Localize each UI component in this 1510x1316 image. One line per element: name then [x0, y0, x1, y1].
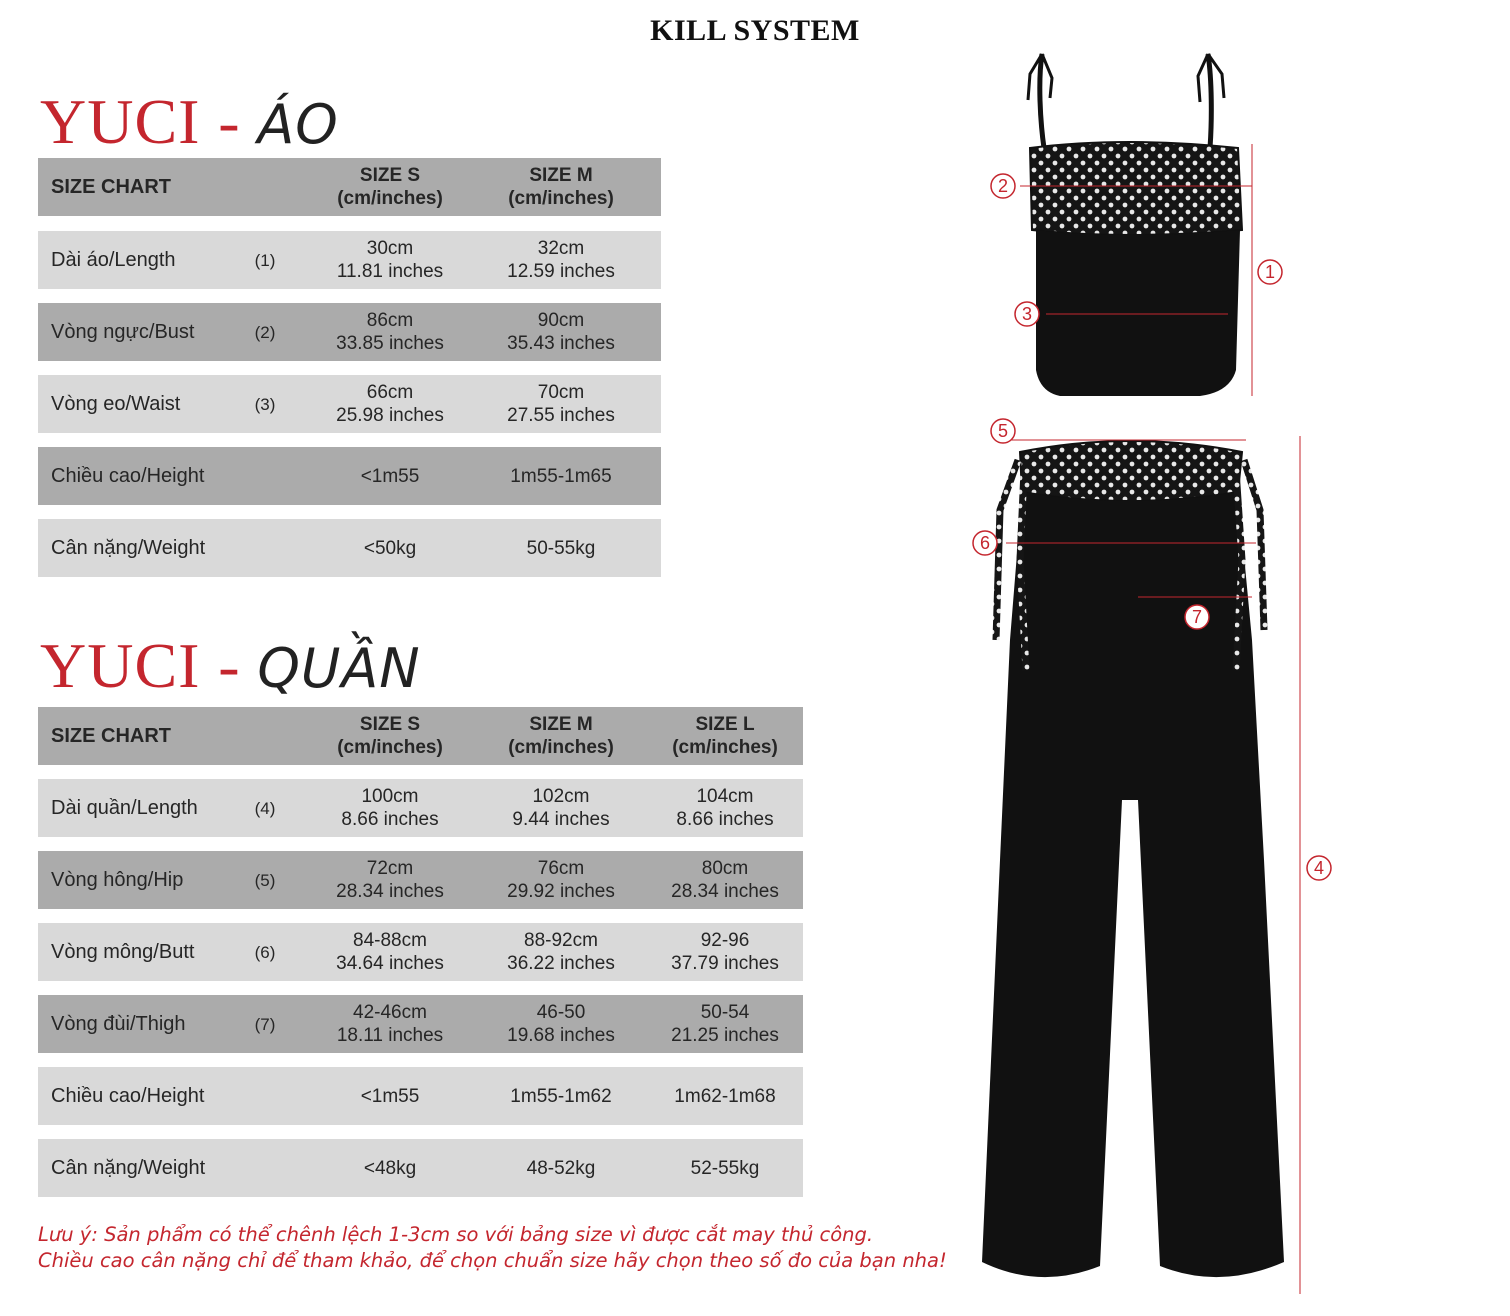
top-table-header	[38, 158, 661, 216]
cell-cm: 100cm	[361, 786, 419, 807]
cell-size-m	[484, 231, 638, 289]
cell-size-m	[484, 519, 638, 577]
marker-6-label: 6	[979, 533, 991, 553]
cell-cm: 30cm	[366, 238, 414, 259]
note-line-1: Lưu ý: Sản phẩm có thể chênh lệch 1-3cm so với bảng size vì được cắt may thủ công.	[38, 1223, 874, 1246]
marker-7-label: 7	[1191, 607, 1203, 627]
cell-value: 50-55kg	[526, 537, 596, 559]
cell-cm: 92-96	[700, 930, 750, 951]
row-label: Vòng eo/Waist	[51, 392, 181, 415]
cell-size-s	[314, 779, 466, 837]
cell-size-s	[314, 1067, 466, 1125]
cell-size-l	[648, 851, 802, 909]
marker-1-label: 1	[1264, 262, 1276, 282]
table-row	[38, 995, 803, 1053]
row-label: Chiều cao/Height	[51, 1084, 205, 1107]
cell-cm: 86cm	[366, 310, 414, 331]
cell-size-s	[314, 923, 466, 981]
row-marker: (4)	[254, 798, 276, 818]
cell-size-m	[484, 303, 638, 361]
cell-inches: 28.34 inches	[336, 881, 444, 902]
table-row	[38, 231, 661, 289]
cell-cm: 70cm	[537, 382, 585, 403]
table-row	[38, 1139, 803, 1197]
cell-size-l	[648, 1067, 802, 1125]
cell-cm: 46-50	[536, 1002, 586, 1023]
cell-cm: 88-92cm	[524, 930, 598, 951]
header-size-s-name: SIZE S	[359, 165, 421, 186]
header-size-s	[314, 158, 466, 216]
cell-cm: 32cm	[537, 238, 585, 259]
cell-inches: 33.85 inches	[336, 333, 444, 354]
cell-size-m	[484, 447, 638, 505]
row-marker: (2)	[254, 322, 276, 342]
cell-inches: 25.98 inches	[336, 405, 444, 426]
header-size-m-name: SIZE M	[529, 714, 593, 735]
pants-waistband-dotted	[1020, 441, 1242, 501]
table-row	[38, 923, 803, 981]
cell-inches: 19.68 inches	[507, 1025, 615, 1046]
cell-size-m	[484, 1067, 638, 1125]
cell-cm: 84-88cm	[353, 930, 427, 951]
bottom-table-header	[38, 707, 803, 765]
marker-4	[1307, 856, 1331, 880]
header-size-m	[484, 158, 638, 216]
top-garment	[1020, 54, 1252, 396]
marker-5-label: 5	[997, 421, 1009, 441]
row-label: Cân nặng/Weight	[51, 1156, 206, 1179]
cell-cm: 90cm	[537, 310, 585, 331]
garment-illustration	[960, 40, 1350, 1300]
cell-size-s	[314, 447, 466, 505]
cell-size-l	[648, 995, 802, 1053]
cell-inches: 9.44 inches	[512, 809, 610, 830]
table-row	[38, 779, 803, 837]
marker-2	[991, 174, 1015, 198]
cell-inches: 28.34 inches	[671, 881, 779, 902]
marker-3	[1015, 302, 1039, 326]
cell-value: 1m55-1m65	[510, 465, 612, 487]
cell-size-s	[314, 1139, 466, 1197]
top-body	[1036, 230, 1240, 396]
marker-5	[991, 419, 1015, 443]
top-section-title	[40, 86, 339, 160]
cell-cm: 72cm	[366, 858, 414, 879]
cell-size-m	[484, 995, 638, 1053]
marker-4-label: 4	[1313, 858, 1325, 878]
cell-inches: 35.43 inches	[507, 333, 615, 354]
cell-inches: 11.81 inches	[336, 261, 444, 282]
brand-name: KILL SYSTEM	[650, 14, 860, 47]
table-row	[38, 375, 661, 433]
table-row	[38, 1067, 803, 1125]
header-size-m-name: SIZE M	[529, 165, 593, 186]
cell-inches: 8.66 inches	[341, 809, 439, 830]
cell-inches: 29.92 inches	[507, 881, 615, 902]
marker-7	[1185, 605, 1209, 629]
right-strap	[1208, 54, 1211, 148]
bottom-section-title	[40, 630, 421, 704]
row-label: Dài áo/Length	[51, 248, 176, 271]
cell-size-m	[484, 375, 638, 433]
title-item: ÁO	[257, 93, 339, 156]
row-label: Vòng ngực/Bust	[51, 320, 195, 343]
cell-size-m	[484, 779, 638, 837]
cell-size-s	[314, 519, 466, 577]
header-unit: (cm/inches)	[672, 737, 778, 758]
cell-inches: 36.22 inches	[507, 953, 615, 974]
cell-cm: 102cm	[532, 786, 590, 807]
cell-cm: 66cm	[366, 382, 414, 403]
marker-2-label: 2	[997, 176, 1009, 196]
row-marker: (1)	[254, 250, 276, 270]
title-name: YUCI	[40, 86, 201, 157]
cell-cm: 104cm	[696, 786, 754, 807]
row-marker: (7)	[254, 1014, 276, 1034]
cell-value: 48-52kg	[526, 1157, 596, 1179]
header-size-s	[314, 707, 466, 765]
header-size-l	[648, 707, 802, 765]
title-separator: -	[218, 86, 240, 157]
cell-inches: 27.55 inches	[507, 405, 615, 426]
header-size-m	[484, 707, 638, 765]
cell-size-m	[484, 923, 638, 981]
row-label: Vòng mông/Butt	[51, 940, 195, 963]
row-marker: (6)	[254, 942, 276, 962]
title-item: QUẦN	[257, 637, 421, 700]
row-label: Chiều cao/Height	[51, 464, 205, 487]
note-line-2: Chiều cao cân nặng chỉ để tham khảo, để chọn chuẩn size hãy chọn theo số đo của bạn nha!	[38, 1249, 947, 1272]
title-separator: -	[218, 630, 240, 701]
cell-size-l	[648, 923, 802, 981]
cell-size-s	[314, 851, 466, 909]
row-marker: (5)	[254, 870, 276, 890]
cell-value: 1m55-1m62	[510, 1085, 612, 1107]
cell-inches: 34.64 inches	[336, 953, 444, 974]
table-row	[38, 851, 803, 909]
cell-size-l	[648, 1139, 802, 1197]
row-label: Dài quần/Length	[51, 796, 198, 819]
cell-size-s	[314, 231, 466, 289]
cell-value: <50kg	[363, 537, 417, 559]
left-strap	[1040, 54, 1044, 148]
header-unit: (cm/inches)	[508, 188, 614, 209]
marker-1	[1258, 260, 1282, 284]
cell-inches: 18.11 inches	[336, 1025, 444, 1046]
row-marker: (3)	[254, 394, 276, 414]
cell-size-s	[314, 995, 466, 1053]
row-label: Cân nặng/Weight	[51, 536, 206, 559]
marker-3-label: 3	[1021, 304, 1033, 324]
header-size-l-name: SIZE L	[695, 714, 755, 735]
row-label: Vòng hông/Hip	[51, 868, 184, 891]
cell-size-s	[314, 303, 466, 361]
marker-6	[973, 531, 997, 555]
header-unit: (cm/inches)	[508, 737, 614, 758]
cell-value: <1m55	[360, 1085, 420, 1107]
header-unit: (cm/inches)	[337, 188, 443, 209]
cell-inches: 37.79 inches	[671, 953, 779, 974]
cell-value: <48kg	[363, 1157, 417, 1179]
header-size-s-name: SIZE S	[359, 714, 421, 735]
pants-garment	[979, 436, 1300, 1294]
header-label: SIZE CHART	[51, 175, 171, 198]
cell-value: 52-55kg	[690, 1157, 760, 1179]
cell-inches: 12.59 inches	[507, 261, 615, 282]
cell-cm: 50-54	[700, 1002, 750, 1023]
cell-size-m	[484, 851, 638, 909]
table-row	[38, 447, 661, 505]
cell-size-s	[314, 375, 466, 433]
cell-value: 1m62-1m68	[674, 1085, 776, 1107]
cell-cm: 42-46cm	[353, 1002, 427, 1023]
title-name: YUCI	[40, 630, 201, 701]
bodice-dotted	[1030, 142, 1242, 235]
cell-cm: 80cm	[701, 858, 749, 879]
cell-inches: 8.66 inches	[676, 809, 774, 830]
cell-size-m	[484, 1139, 638, 1197]
cell-inches: 21.25 inches	[671, 1025, 779, 1046]
cell-value: <1m55	[360, 465, 420, 487]
header-unit: (cm/inches)	[337, 737, 443, 758]
header-label: SIZE CHART	[51, 724, 171, 747]
table-row	[38, 303, 661, 361]
cell-size-l	[648, 779, 802, 837]
row-label: Vòng đùi/Thigh	[51, 1012, 186, 1035]
table-row	[38, 519, 661, 577]
disclaimer-note	[38, 1222, 947, 1274]
cell-cm: 76cm	[537, 858, 585, 879]
